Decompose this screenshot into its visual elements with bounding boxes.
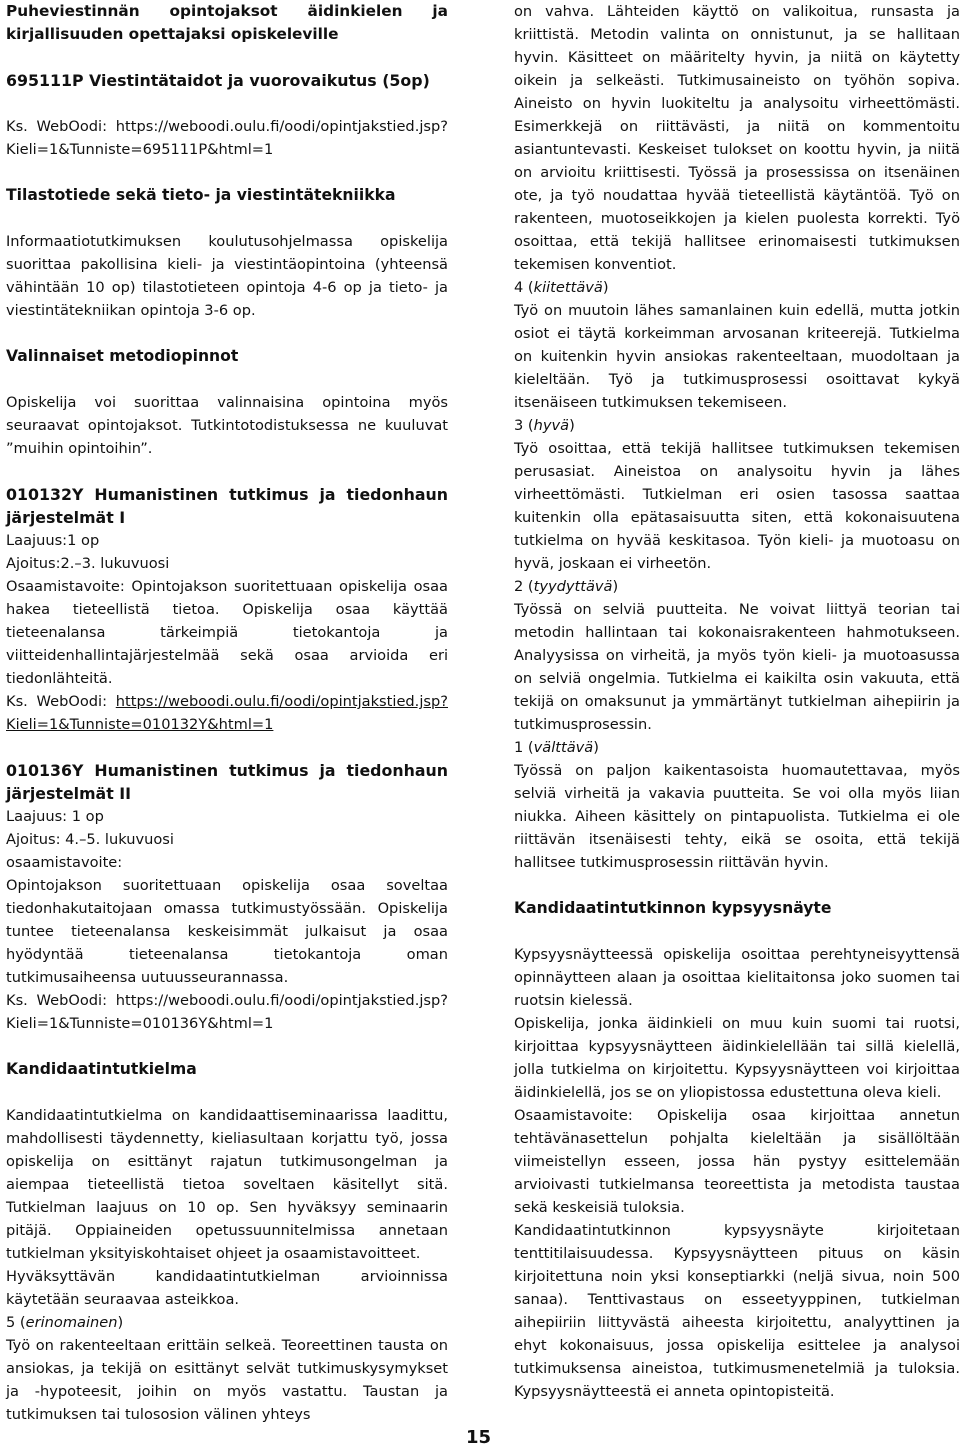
right-column — [514, 0, 960, 1403]
grade-3-label: 3 (hyvä) — [514, 417, 575, 434]
grade-5-label: 5 (erinomainen) — [6, 1314, 124, 1331]
grade-4-label: 4 (kiitettävä) — [514, 279, 609, 296]
grade-5-text-continued: on vahva. Lähteiden käyttö on valikoitua, runsasta ja kriittistä. Metodin valinta on onnistunut, ja se hallitaan hyvin. Käsitteet on määritelty hyvin, ja niitä on käytetty oikein ja selkeästi. Tutkimusaineisto on työhön sopiva. Aineisto on hyvin luokiteltu ja analysoitu virheettömästi. Esimerkkejä on riittävästi, ja niitä on kommentoitu asiantuntevasti. Keskeiset tulokset on koottu hyvin, ja niitä on arvioitu kriittisesti. Työssä ja prosessissa on itsenäinen ote, ja työ noudattaa hyvää tieteellistä käytäntöä. Työ on rakenteen, muotoseikkojen ja kielen puolesta korrekti. Työ osoittaa, että tekijä hallitsee erinomaisesti tutkimuksen tekemisen konventiot. — [514, 3, 960, 273]
section-body-methods: Opiskelija voi suorittaa valinnaisina opintoina myös seuraavat opintojaksot. Tutkintotodistuksessa ne kuuluvat ”muihin opintoihin”. — [6, 394, 448, 457]
section-heading-maturity-test: Kandidaatintutkinnon kypsyysnäyte — [514, 899, 832, 917]
section-heading-statistics: Tilastotiede sekä tieto- ja viestintätekniikka — [6, 186, 396, 204]
course-heading-010132y: 010132Y Humanistinen tutkimus ja tiedonhaun järjestelmät I — [6, 485, 448, 527]
grade-1-label: 1 (välttävä) — [514, 739, 599, 756]
grade-2-label: 2 (tyydyttävä) — [514, 578, 619, 595]
link-prefix: Ks. WebOodi: — [6, 693, 116, 710]
thesis-paragraph-2: Hyväksyttävän kandidaatintutkielman arvioinnissa käytetään seuraavaa asteikkoa. — [6, 1268, 448, 1308]
course-objectives-010136y: Opintojakson suoritettuaan opiskelija osaa soveltaa tiedonhakutaitojaan omassa tutkimustyössään. Opiskelija tuntee tieteenalansa keskeisimmät julkaisut ja osaa hyödyntää tieteenalansa tietokantoja oman tutkimusaiheensa uutuusseurannassa. — [6, 877, 448, 986]
maturity-paragraph-1: Kypsyysnäytteessä opiskelija osoittaa perehtyneisyyttensä opinnäytteen alaan ja osoittaa kielitaitonsa joko suomen tai ruotsin kielessä. — [514, 946, 960, 1009]
course-timing-010132y: Ajoitus:2.–3. lukuvuosi — [6, 555, 170, 572]
course-objectives-label-010136y: osaamistavoite: — [6, 854, 123, 871]
course-link-010136y[interactable]: Ks. WebOodi: https://weboodi.oulu.fi/oodi/opintjakstied.jsp?Kieli=1&Tunniste=010136Y&html=1 — [6, 992, 448, 1032]
grade-4-text: Työ on muutoin lähes samanlainen kuin edellä, mutta jotkin osiot ei täytä korkeimman arvosanan kriteerejä. Tutkielma on kuitenkin hyvin ansiokas rakenteeltaan, muodoltaan ja kieleltään. Työ ja tutkimusprosessi osoittavat kykyä itsenäiseen tutkimuksen tekemiseen. — [514, 302, 960, 411]
section-body-statistics: Informaatiotutkimuksen koulutusohjelmassa opiskelija suorittaa pakollisina kieli- ja viestintäopintoina (yhteensä vähintään 10 op) tilastotieteen opintoja 4-6 op ja tieto- ja viestintätekniikan opintoja 3-6 op. — [6, 233, 448, 319]
maturity-paragraph-4: Kandidaatintutkinnon kypsyysnäyte kirjoitetaan tenttitilaisuudessa. Kypsyysnäytteen pituus on käsin kirjoitettuna noin yksi konseptiarkki (neljä sivua, noin 500 sanaa). Tenttivastaus on esseetyyppinen, tutkielman aihepiiriin liittyvästä aiheesta kirjoitettu, analyyttinen ja ehyt kokonaisuus, jossa opiskelija esittelee ja analysoi tutkimuksensa aineistoa, tutkimusmenetelmiä ja tuloksia. Kypsyysnäytteestä ei anneta opintopisteitä. — [514, 1222, 960, 1400]
grade-1-text: Työssä on paljon kaikentasoista huomautettavaa, myös selviä virheitä ja vakavia puutteita. Se voi olla myös liian niukka. Aiheen käsittely on pintapuolista. Tutkielma ei ole riittävän itsenäisesti tehty, eikä se osoita, että tekijä hallitsee tutkimusprosessin riittävän hyvin. — [514, 762, 960, 871]
page-number: 15 — [466, 1427, 492, 1448]
grade-3-text: Työ osoittaa, että tekijä hallitsee tutkimuksen tekemisen perusasiat. Aineistoa on analysoitu hyvin ja lähes virheettömästi. Tutkielman eri osien tasossa saattaa kuitenkin olla epätasaisuutta siten, että kokonaisuutena tutkielma on hyvää keskitasoa. Työn kieli- ja muotoasu on hyvä, joskaan ei virheetön. — [514, 440, 960, 572]
left-column — [6, 0, 448, 1426]
section-heading-thesis: Kandidaatintutkielma — [6, 1060, 197, 1078]
course-scope-010136y: Laajuus: 1 op — [6, 808, 104, 825]
maturity-paragraph-2: Opiskelija, jonka äidinkieli on muu kuin suomi tai ruotsi, kirjoittaa kypsyysnäytteen äidinkielellään tai sillä kielellä, jolla tutkielma on kirjoitettu. Kypsyysnäytteen voi kirjoittaa äidinkielellä, jos se on yliopistossa edustettuna oleva kieli. — [514, 1015, 960, 1101]
course-link-row-010132y — [6, 690, 448, 736]
page-title: Puheviestinnän opintojaksot äidinkielen ja kirjallisuuden opettajaksi opiskeleville — [6, 2, 448, 43]
thesis-paragraph-1: Kandidaatintutkielma on kandidaattiseminaarissa laadittu, mahdollisesti täydennetty, kieliasultaan korjattu työ, jossa opiskelija on esittänyt rajatun tutkimusongelman ja aiempaa tieteellistä tietoa soveltaen käsitellyt sitä. Tutkielman laajuus on 10 op. Sen hyväksyy seminaarin pitäjä. Oppiaineiden opetussuunnitelmissa annetaan tutkielman yksityiskohtaiset ohjeet ja osaamistavoitteet. — [6, 1107, 448, 1262]
course-timing-010136y: Ajoitus: 4.–5. lukuvuosi — [6, 831, 174, 848]
grade-5-text: Työ on rakenteeltaan erittäin selkeä. Teoreettinen tausta on ansiokas, ja tekijä on esittänyt selvät tutkimuskysymykset ja -hypoteesit, joihin on myös vastattu. Taustan ja tutkimuksen tai tulososion välinen yhteys — [6, 1337, 448, 1423]
course-link-695111p[interactable]: Ks. WebOodi: https://weboodi.oulu.fi/oodi/opintjakstied.jsp?Kieli=1&Tunniste=695111P&html=1 — [6, 118, 448, 158]
grade-2-text: Työssä on selviä puutteita. Ne voivat liittyä teorian tai metodin hallintaan tai kokonaisrakenteen hahmotukseen. Analyysissa on virheitä, ja myös työn kieli- ja muotoasussa on selviä ongelmia. Tutkielma ei kaikilta osin vakuuta, että tekijä on omaksunut ja ymmärtänyt tutkielman aihepiirin ja tutkimusprosessin. — [514, 601, 960, 733]
maturity-paragraph-3: Osaamistavoite: Opiskelija osaa kirjoittaa annetun tehtävänasettelun pohjalta kieleltään ja sisällöltään viimeistellyn esseen, jossa hän pystyy esittelemään arvioivasti tutkielmansa teoreettista ja metodista taustaa sekä keskeisiä tuloksia. — [514, 1107, 960, 1216]
course-link-010132y[interactable]: https://weboodi.oulu.fi/oodi/opintjakstied.jsp?Kieli=1&Tunniste=010132Y&html=1 — [6, 693, 448, 733]
course-heading-010136y: 010136Y Humanistinen tutkimus ja tiedonhaun järjestelmät II — [6, 761, 448, 803]
section-heading-methods: Valinnaiset metodiopinnot — [6, 347, 239, 365]
course-scope-010132y: Laajuus:1 op — [6, 532, 100, 549]
course-objectives-010132y: Osaamistavoite: Opintojakson suoritettuaan opiskelija osaa hakea tieteellistä tietoa. Opiskelija osaa käyttää tieteenalansa tärkeimpiä tietokantoja ja viitteidenhallintajärjestelmää sekä osaa arvioida eri tiedonlähteitä. — [6, 578, 448, 687]
course-heading-695111p: 695111P Viestintätaidot ja vuorovaikutus (5op) — [6, 71, 430, 90]
